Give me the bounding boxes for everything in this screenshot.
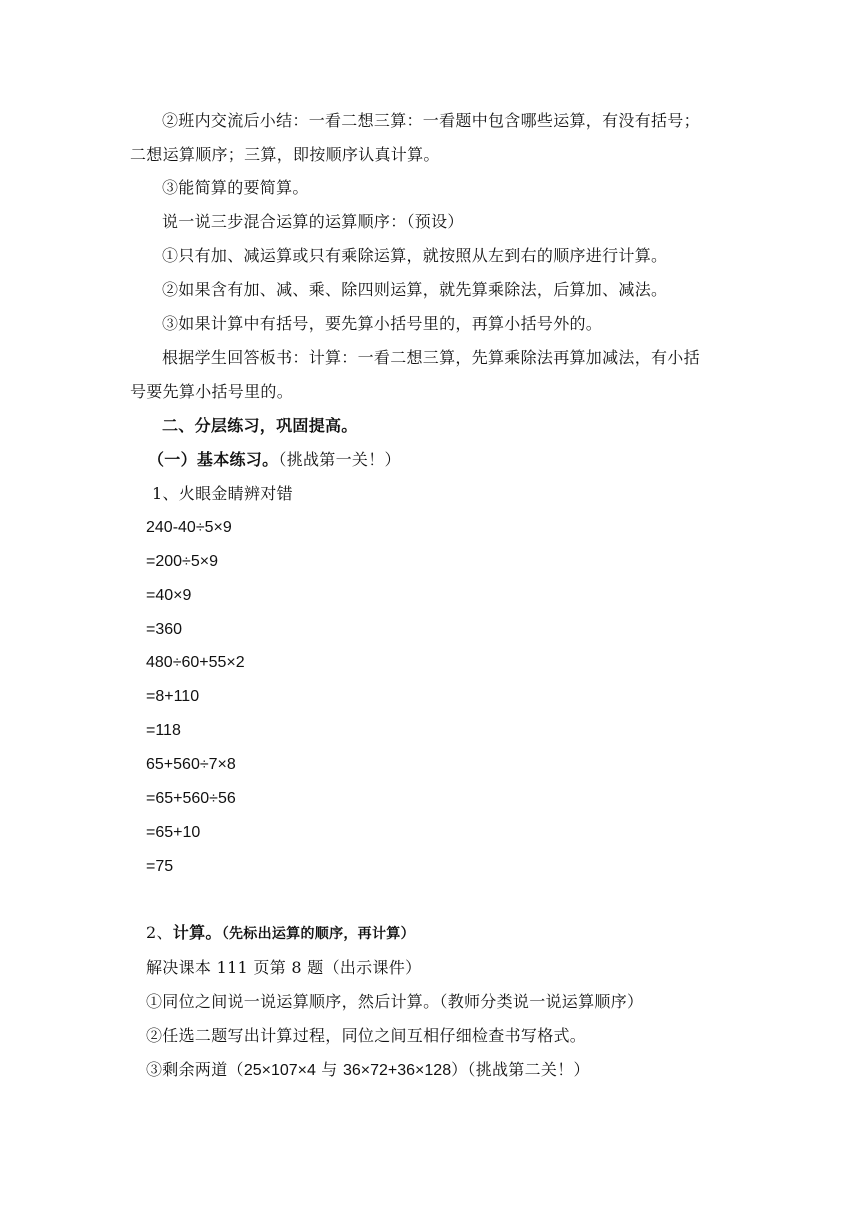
calc-line: =75 (146, 858, 174, 875)
item-1-title: 1、火眼金睛辨对错 (152, 484, 293, 503)
board-note-line-2: 号要先算小括号里的。 (130, 382, 294, 401)
calc-line: =65+10 (146, 824, 201, 841)
calc-line: 65+560÷7×8 (146, 756, 236, 773)
step-3-expression-2: 36×72+36×128 (342, 1062, 452, 1079)
simplify-note: ③能简算的要简算。 (162, 178, 309, 197)
textbook-reference: 解决课本 111 页第 8 题（出示课件） (146, 958, 422, 977)
item-2-instruction: （先标出运算的顺序，再计算） (221, 926, 415, 942)
section-2-heading: 二、分层练习，巩固提高。 (162, 416, 358, 435)
order-rule-2: ②如果含有加、减、乘、除四则运算，就先算乘除法，后算加、减法。 (162, 280, 668, 299)
calc-line: =65+560÷56 (146, 790, 236, 807)
calc-line: 480÷60+55×2 (146, 654, 245, 671)
calc-line: =118 (146, 722, 181, 739)
step-3-prefix: ③剩余两道（ (146, 1060, 244, 1079)
item-2-title (146, 922, 415, 945)
board-note-line-1: 根据学生回答板书：计算：一看二想三算，先算乘除法再算加减法，有小括 (162, 348, 700, 367)
step-3-connector: 与 (315, 1060, 343, 1079)
item-2-number: 2、 (146, 923, 173, 942)
sub-section-1-label: （一）基本练习。 (148, 450, 279, 469)
step-3-challenge: ）（挑战第二关！） (451, 1060, 590, 1079)
order-question: 说一说三步混合运算的运算顺序：（预设） (162, 212, 464, 231)
calc-line: 240-40÷5×9 (146, 519, 232, 536)
order-rule-3: ③如果计算中有括号，要先算小括号里的，再算小括号外的。 (162, 314, 603, 333)
calc-line: =40×9 (146, 587, 192, 604)
order-rule-1: ①只有加、减运算或只有乘除运算，就按照从左到右的顺序进行计算。 (162, 246, 668, 265)
sub-section-1 (148, 449, 401, 471)
calc-line: =200÷5×9 (146, 553, 218, 570)
step-3-expression-1: 25×107×4 (243, 1062, 316, 1079)
summary-line-1: ②班内交流后小结：一看二想三算：一看题中包含哪些运算，有没有括号； (162, 111, 700, 130)
step-2: ②任选二题写出计算过程，同位之间互相仔细检查书写格式。 (146, 1026, 587, 1045)
step-1: ①同位之间说一说运算顺序，然后计算。（教师分类说一说运算顺序） (146, 992, 644, 1011)
item-2-label: 计算。 (172, 923, 222, 942)
calc-line: =360 (146, 621, 183, 638)
step-3 (146, 1059, 590, 1082)
sub-section-1-challenge: （挑战第一关！） (278, 450, 401, 469)
summary-line-2: 二想运算顺序；三算，即按顺序认真计算。 (130, 145, 440, 164)
calc-line: =8+110 (146, 688, 200, 705)
